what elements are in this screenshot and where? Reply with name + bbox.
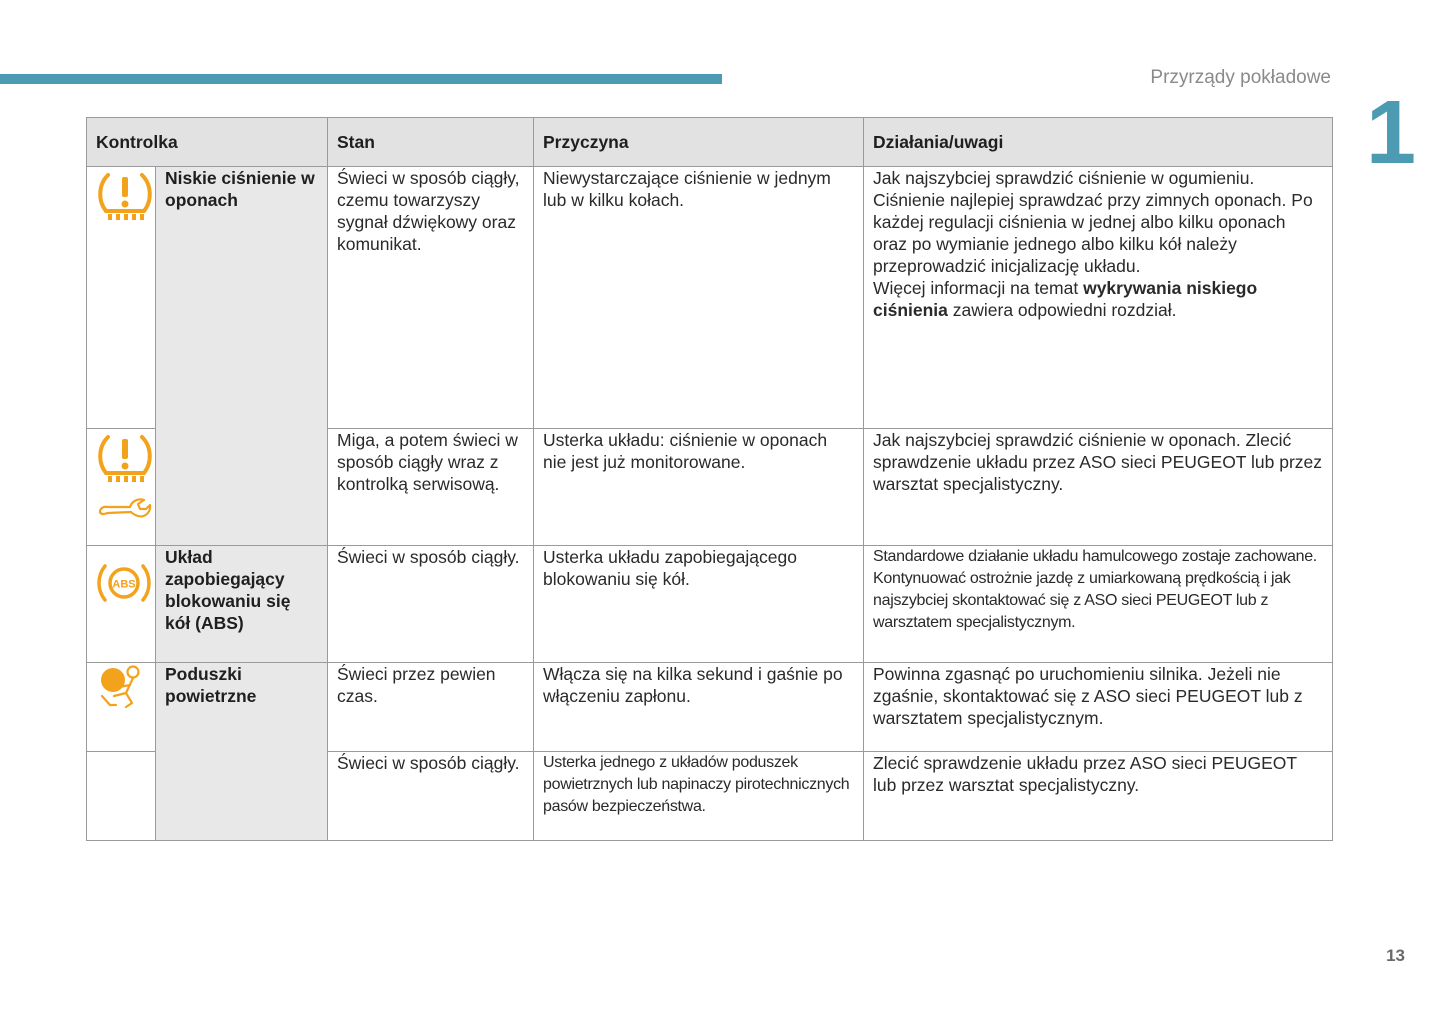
stan-cell: Miga, a potem świeci w sposób ciągły wraz z kontrolką serwisową. — [328, 429, 534, 546]
icon-cell — [87, 429, 156, 546]
stan-cell: Świeci w sposób ciągły, czemu towarzyszy sygnał dźwiękowy oraz komunikat. — [328, 167, 534, 429]
icon-cell-empty — [87, 752, 156, 841]
table-row — [87, 663, 1333, 752]
section-title: Przyrządy pokładowe — [1150, 67, 1331, 88]
abs-warning-icon — [96, 560, 152, 611]
chapter-number: 1 — [1366, 83, 1415, 183]
dzialania-more-bold: wykrywania niskiego ciśnienia — [873, 278, 1258, 320]
przyczyna-cell: Usterka jednego z układów poduszek powietrznych lub napinaczy pirotechnicznych pasów bezpieczeństwa. — [534, 752, 864, 841]
stan-cell: Świeci w sposób ciągły. — [328, 752, 534, 841]
table-row — [87, 546, 1333, 663]
stan-cell: Świeci przez pewien czas. — [328, 663, 534, 752]
kontrolka-label-abs: Układ zapobiegający blokowaniu się kół (ABS) — [156, 546, 328, 663]
tire-pressure-warning-icon — [96, 429, 154, 492]
przyczyna-cell: Usterka układu: ciśnienie w oponach nie jest już monitorowane. — [534, 429, 864, 546]
dzialania-cell: Powinna zgasnąć po uruchomieniu silnika. Jeżeli nie zgaśnie, skontaktować się z ASO sieci PEUGEOT lub z warsztatem specjalistycznym. — [864, 663, 1333, 752]
dzialania-cell: Standardowe działanie układu hamulcowego zostaje zachowane. Kontynuować ostrożnie jazdę z umiarkowaną prędkością i jak najszybciej skontaktować się z ASO sieci PEUGEOT lub z warsztatem specjalistycznym. — [864, 546, 1333, 663]
dzialania-text: Jak najszybciej sprawdzić ciśnienie w ogumieniu. Ciśnienie najlepiej sprawdzać przy zimnych oponach. Po każdej regulacji ciśnienia w jednej albo kilku oponach oraz po wymianie jednego albo kilku kół należy przeprowadzić inicjalizację układu. — [873, 168, 1313, 276]
dzialania-cell: Jak najszybciej sprawdzić ciśnienie w oponach. Zlecić sprawdzenie układu przez ASO sieci PEUGEOT lub przez warsztat specjalistyczny. — [864, 429, 1333, 546]
kontrolka-label-airbags: Poduszki powietrzne — [156, 663, 328, 841]
icon-cell — [87, 663, 156, 752]
warning-lights-table — [86, 117, 1333, 841]
page-number: 13 — [1386, 946, 1405, 965]
header-stan: Stan — [328, 118, 534, 167]
przyczyna-cell: Usterka układu zapobiegającego blokowaniu się kół. — [534, 546, 864, 663]
wrench-service-icon — [96, 492, 152, 525]
dzialania-cell: Zlecić sprawdzenie układu przez ASO sieci PEUGEOT lub przez warsztat specjalistyczny. — [864, 752, 1333, 841]
header-dzialania: Działania/uwagi — [864, 118, 1333, 167]
tire-pressure-warning-icon — [96, 167, 154, 230]
table-header-row — [87, 118, 1333, 167]
stan-cell: Świeci w sposób ciągły. — [328, 546, 534, 663]
icon-cell — [87, 167, 156, 429]
header-kontrolka: Kontrolka — [87, 118, 328, 167]
dzialania-more-suffix: zawiera odpowiedni rozdział. — [947, 300, 1177, 320]
header-przyczyna: Przyczyna — [534, 118, 864, 167]
header-accent-bar — [0, 74, 722, 84]
table-row — [87, 167, 1333, 429]
przyczyna-cell: Niewystarczające ciśnienie w jednym lub w kilku kołach. — [534, 167, 864, 429]
przyczyna-cell: Włącza się na kilka sekund i gaśnie po włączeniu zapłonu. — [534, 663, 864, 752]
icon-cell — [87, 546, 156, 663]
dzialania-cell — [864, 167, 1333, 429]
airbag-warning-icon — [96, 663, 146, 714]
svg-text:ABS: ABS — [112, 578, 136, 591]
dzialania-more-prefix: Więcej informacji na temat — [873, 278, 1084, 298]
kontrolka-label-tire-pressure: Niskie ciśnienie w oponach — [156, 167, 328, 546]
